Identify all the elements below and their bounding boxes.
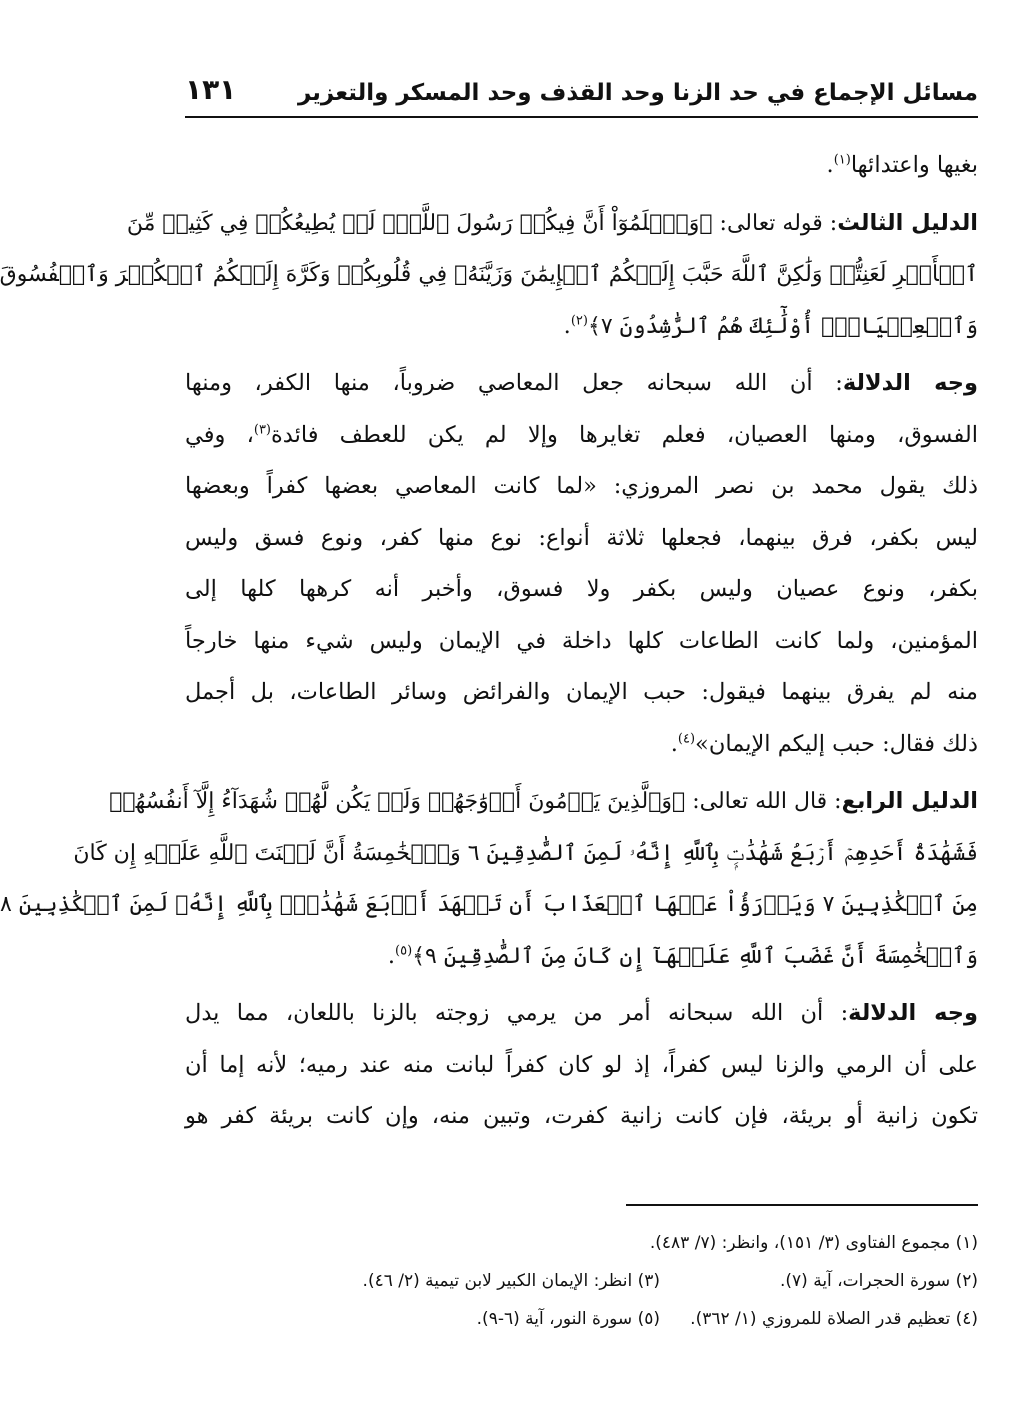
running-head xyxy=(185,68,978,112)
footnote-ref[interactable]: (٢) xyxy=(570,313,588,328)
text-line: الفسوق، ومنها العصيان، فعلم تغايرها وإلا لم يكن للعطف فائدة$^{(٣)}$، وفي xyxy=(185,421,978,448)
text-line: ذلك فقال: حبب إليكم الإيمان»$^{(٤)}$. xyxy=(670,730,978,757)
footnote-rule xyxy=(626,1204,978,1206)
text-line: المؤمنين، ولما كانت الطاعات كلها داخلة في الإيمان وليس شيء منها خارجاً xyxy=(185,627,978,654)
footnote-row xyxy=(185,1262,978,1300)
section-heading: الدليل الرابع xyxy=(841,788,978,814)
footnote: (٤) تعظيم قدر الصلاة للمروزي (١/ ٣٦٢). xyxy=(690,1309,978,1329)
text-line: ليس بكفر، فرق بينهما، فجعلها ثلاثة أنواع: نوع منها كفر، ونوع فسق وليس xyxy=(185,524,978,551)
main-text xyxy=(0,140,978,1143)
text-line: بكفر، ونوع عصيان وليس بكفر ولا فسوق، وأخبر أنه كرهها كلها إلى xyxy=(185,576,978,602)
page-number: ١٣١ xyxy=(185,73,237,106)
quran-verse-line: ٱلۡأَمۡرِ لَعَنِتُّمۡ وَلَٰكِنَّ ٱللَّهَ حَبَّبَ إِلَيۡكُمُ ٱلۡإِيمَٰنَ وَزَيَّنَهُۥ فِي قُلُوبِكُمۡ وَكَرَّهَ إِلَيۡكُمُ ٱلۡكُفۡرَ وَٱلۡفُسُوقَ xyxy=(0,262,978,287)
quran-verse-line: وَٱلۡعِصۡيَانَۚ أُوْلَٰٓئِكَ هُمُ ٱلرَّٰشِدُونَ ٧﴾$^{(٢)}$. xyxy=(563,312,978,339)
section-heading: الدليل الثالث xyxy=(837,209,978,236)
footnote: (٣) انظر: الإيمان الكبير لابن تيمية (٢/ ٤٦). xyxy=(362,1271,660,1291)
text-line: منه لم يفرق بينهما فيقول: حبب الإيمان والفرائض وسائر الطاعات، بل أجمل xyxy=(185,679,978,705)
quran-verse-line: مِنَ ٱلۡكَٰذِبِينَ ٧ وَيَدۡرَؤُاْ عَنۡهَا ٱلۡعَذَابَ أَن تَشۡهَدَ أَرۡبَعَ شَهَٰدَٰتِۭ بِٱللَّهِ إِنَّهُۥ لَمِنَ ٱلۡكَٰذِبِينَ ٨ xyxy=(0,892,978,917)
footnote-row xyxy=(185,1300,978,1338)
text-line: ذلك يقول محمد بن نصر المروزي: «لما كانت المعاصي بعضها كفراً وبعضها xyxy=(185,473,978,499)
section-heading: وجه الدلالة xyxy=(848,1000,978,1026)
footnotes xyxy=(185,1224,978,1338)
header-rule xyxy=(185,116,978,118)
footnote: (٢) سورة الحجرات، آية (٧). xyxy=(779,1271,978,1291)
text-line: الدليل الثالث: قوله تعالى: ﴿وَٱعۡلَمُوٓاْ أَنَّ فِيكُمۡ رَسُولَ ٱللَّهِۚ لَوۡ يُطِيعُكُمۡ فِي كَثِيرٖ مِّنَ xyxy=(126,209,978,236)
text-line: تكون زانية أو بريئة، فإن كانت زانية كفرت، وتبين منه، وإن كانت بريئة كفر هو xyxy=(185,1103,978,1129)
footnote-ref[interactable]: (١) xyxy=(833,152,851,168)
footnote: (٥) سورة النور، آية (٦-٩). xyxy=(476,1309,660,1329)
footnote-ref[interactable]: (٤) xyxy=(677,731,696,746)
section-heading: وجه الدلالة xyxy=(842,370,978,396)
quran-verse-line: وَٱلۡخَٰمِسَةَ أَنَّ غَضَبَ ٱللَّهِ عَلَيۡهَآ إِن كَانَ مِنَ ٱلصَّٰدِقِينَ ٩﴾$^{(٥)}$. xyxy=(387,942,978,969)
text-line: وجه الدلالة: أن الله سبحانه جعل المعاصي ضروباً، منها الكفر، ومنها xyxy=(185,370,978,396)
text-line: الدليل الرابع: قال الله تعالى: ﴿وَٱلَّذِينَ يَرۡمُونَ أَزۡوَٰجَهُمۡ وَلَمۡ يَكُن لَّهُمۡ شُهَدَآءُ إِلَّآ أَنفُسُهُمۡ xyxy=(109,788,978,814)
footnote-ref[interactable]: (٣) xyxy=(253,422,271,437)
text-line: بغيها واعتدائها$^{(١)}$. xyxy=(826,152,978,178)
footnote-ref[interactable]: (٥) xyxy=(395,943,413,958)
footnote: (١) مجموع الفتاوى (٣/ ١٥١)، وانظر: (٧/ ٤٨٣). xyxy=(649,1233,978,1253)
text-line: وجه الدلالة: أن الله سبحانه أمر من يرمي زوجته بالزنا باللعان، مما يدل xyxy=(185,1000,978,1026)
text-line: على أن الرمي والزنا ليس كفراً، إذ لو كان كفراً لبانت منه عند رميه؛ لأنه إما أن xyxy=(185,1051,978,1078)
quran-verse-line: فَشَهَٰدَةُ أَحَدِهِمۡ أَرۡبَعُ شَهَٰدَٰتِۭ بِٱللَّهِ إِنَّهُۥ لَمِنَ ٱلصَّٰدِقِينَ ٦ وَٱلۡخَٰمِسَةُ أَنَّ لَعۡنَتَ ٱللَّهِ عَلَيۡهِ إِن كَانَ xyxy=(73,840,978,866)
running-title: مسائل الإجماع في حد الزنا وحد القذف وحد المسكر والتعزير xyxy=(297,80,978,106)
